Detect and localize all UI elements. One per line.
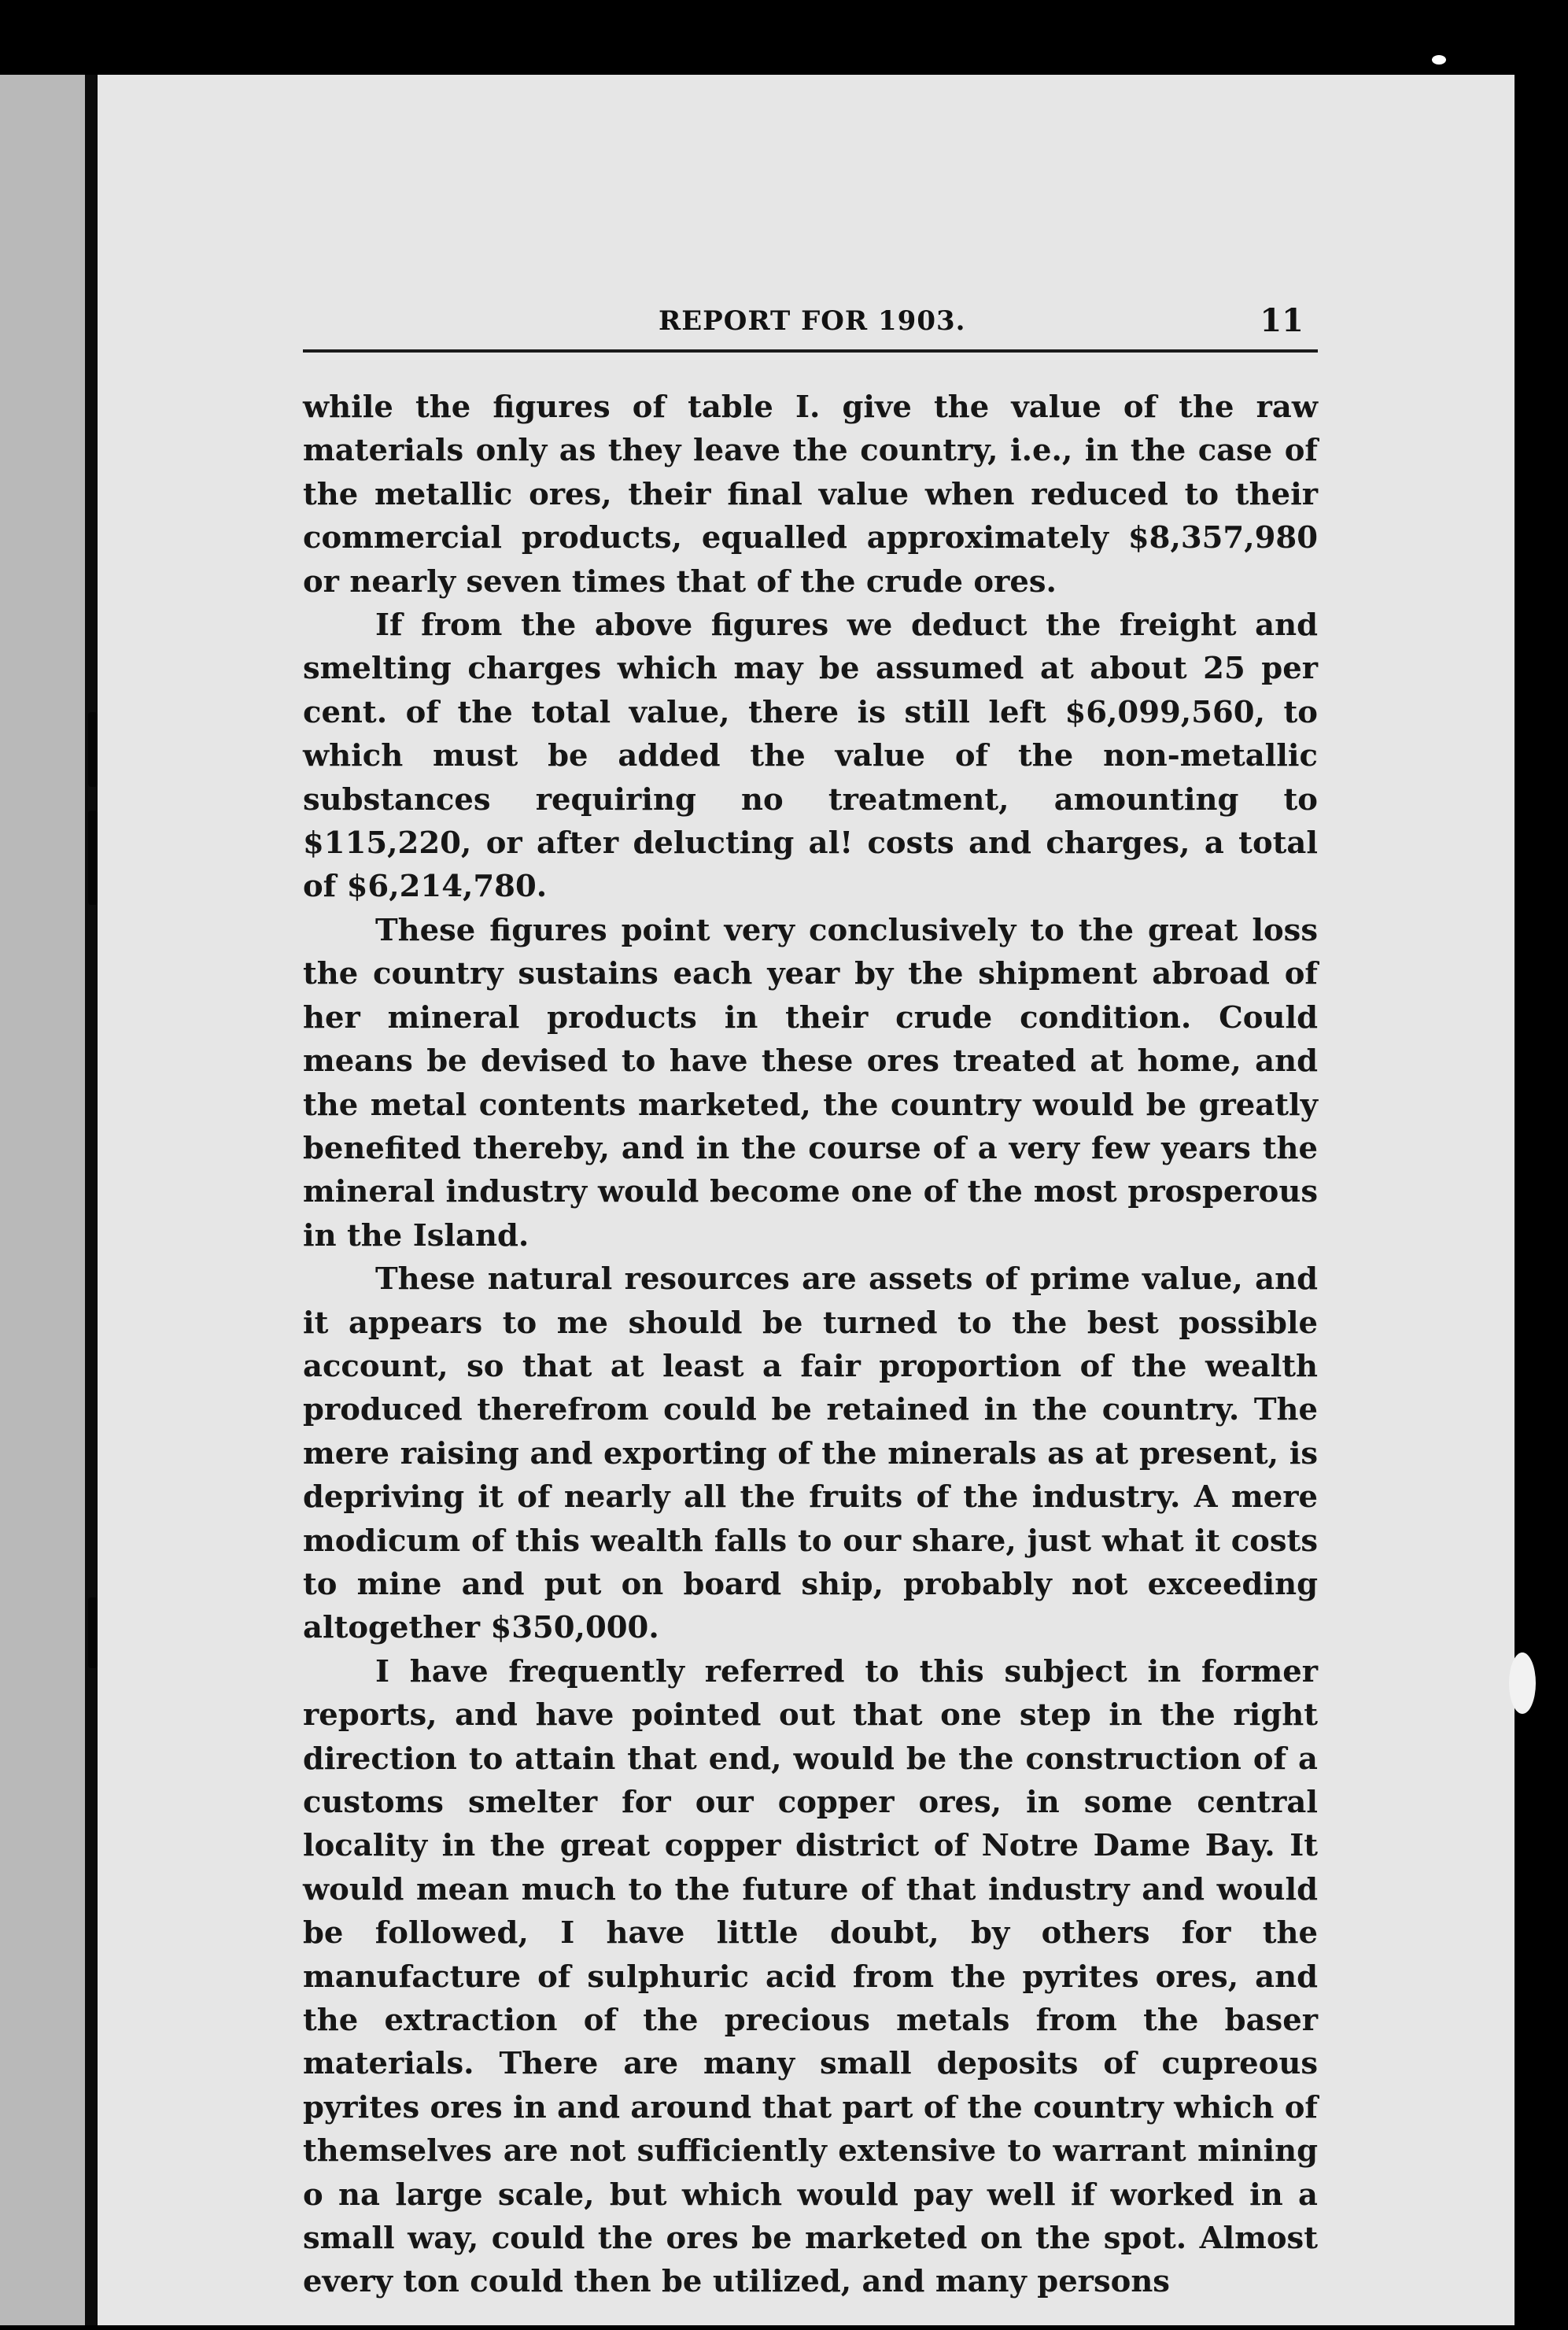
running-head — [303, 302, 1318, 353]
binding-mark — [88, 811, 98, 905]
page-number: 11 — [1260, 302, 1304, 339]
paragraph: If from the above figures we deduct the freight and smelting charges which may be assumed at about 25 per cent. of the total value, there is still left $6,099,560, to which must be added the value of the non-metallic substances requiring no treatment, amounting to $115,220, or after delucting al! costs and charges, a total of $6,214,780. — [303, 607, 1318, 905]
paragraph: These natural resources are assets of prime value, and it appears to me should be turned to the best possible account, so that at least a fair proportion of the wealth produced therefrom could be retained in the country. The mere raising and exporting of the minerals as at present, is depriving it of nearly all the fruits of the industry. A mere modicum of this wealth falls to our share, just what it costs to mine and put on board ship, probably not exceeding altogether $350,000. — [303, 1261, 1318, 1646]
binding-mark — [88, 712, 98, 787]
header-rule — [303, 349, 1318, 353]
binding-mark — [88, 1597, 98, 1668]
body-text — [303, 386, 1318, 2304]
paragraph: These figures point very conclusively to the great loss the country sustains each year by the shipment abroad of her mineral products in their crude condition. Could means be devised to have these ores treated at home, and the metal contents marketed, the country would be greatly benefited thereby, and in the course of a very few years the mineral industry would become one of the most prosperous in the Island. — [303, 912, 1318, 1254]
paragraph: while the figures of table I. give the value of the raw materials only as they leave the country, i.e., in the case of the metallic ores, their final value when reduced to their commercial products, equalled approximately $8,357,980 or nearly seven times that of the crude ores. — [303, 390, 1318, 600]
scan-speck — [1432, 55, 1446, 65]
facing-page-edge — [0, 75, 85, 2325]
gutter-rule — [85, 75, 98, 2325]
running-title: REPORT FOR 1903. — [659, 305, 966, 337]
scan-speck — [1509, 1652, 1536, 1714]
paragraph: I have frequently referred to this subject in former reports, and have pointed out that one step in the right direction to attain that end, would be the construction of a customs smelter for our copper ores, in some central locality in the great copper district of Notre Dame Bay. It would mean much to the future of that industry and would be followed, I have little doubt, by others for the manufacture of sulphuric acid from the pyrites ores, and the extraction of the precious metals from the baser materials. There are many small deposits of cupreous pyrites ores in and around that part of the country which of themselves are not sufficiently extensive to warrant mining o na large scale, but which would pay well if worked in a small way, could the ores be marketed on the spot. Almost every ton could then be utilized, and many persons — [303, 1653, 1318, 2300]
